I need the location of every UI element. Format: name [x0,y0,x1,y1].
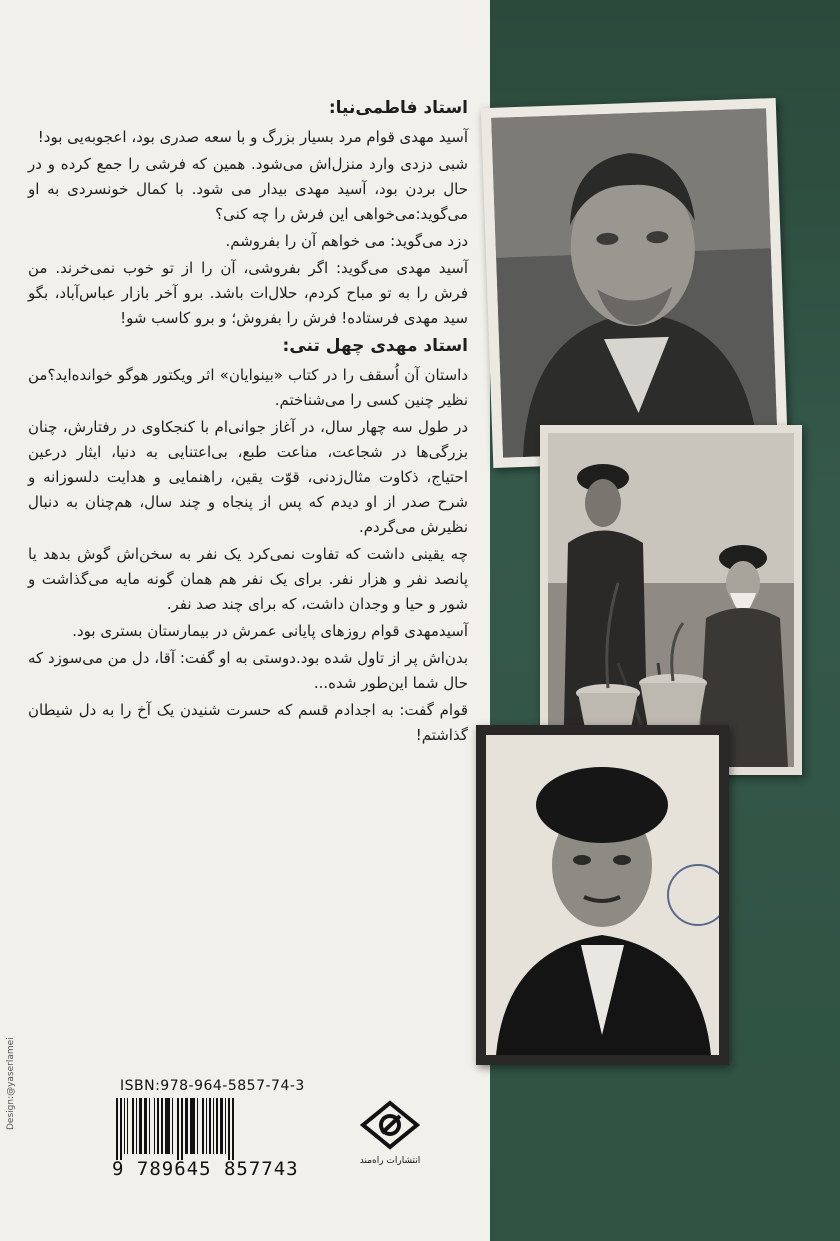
barcode-bar [228,1098,230,1160]
barcode-bar [213,1098,214,1154]
barcode-bar [120,1098,122,1160]
barcode-bar [216,1098,218,1154]
section1-paragraph: آسید مهدی قوام مرد بسیار بزرگ و با سعه صدری بود، اعجوبه‌یی بود! [37,128,468,146]
barcode-bar [136,1098,137,1154]
barcode-bar [132,1098,134,1154]
barcode-bar [192,1098,195,1154]
section2-paragraph: داستان آن اُسقف را در کتاب «بینوایان» اثر ویکتور هوگو خوانده‌اید؟من نظیر چنین کسی را می‌شناختم. [28,366,468,409]
barcode-bar [124,1098,125,1154]
barcode-number: 9 789645 857743 [112,1158,299,1180]
barcode-bar [197,1098,198,1154]
section2-paragraph: چه یقینی داشت که تفاوت نمی‌کرد یک نفر به سخن‌اش گوش بدهد یا پانصد نفر و هزار نفر. برای یک نفر هم همان گونه مایه می‌گذاشت و شور و حیا و وجدان داشت، که برای چند صد نفر. [28,545,468,613]
barcode-bar [157,1098,159,1154]
barcode-bar [127,1098,128,1154]
section3-paragraph: بدن‌اش پر از تاول شده بود.دوستی به او گفت: آقا، دل من می‌سوزد که حال شما این‌طور شده... [28,649,468,692]
barcode-bar [167,1098,170,1154]
design-credit: Design:@yaserlamei [6,1037,16,1130]
isbn-label: ISBN:978-964-5857-74-3 [120,1078,305,1094]
barcode-bar [146,1098,147,1154]
barcode-bar [139,1098,142,1154]
barcode [112,1098,342,1164]
barcode-bar [202,1098,204,1154]
text-column [28,95,468,750]
barcode-bar [185,1098,188,1154]
section2-heading: استاد مهدی چهل تنی: [282,336,468,356]
barcode-bar [161,1098,163,1154]
section1-paragraph: شبی دزدی وارد منزل‌اش می‌شود. همین که فرشی را جمع کرده و در حال بردن بود، آسید مهدی بیدار می شود. با کمال خونسردی به او می‌گوید:می‌خواهی این فرش را چه کنی؟ [28,155,468,223]
barcode-bar [209,1098,211,1154]
portrait-photo-young [476,725,729,1065]
section1-heading: استاد فاطمی‌نیا: [328,98,468,118]
barcode-bar [206,1098,207,1154]
barcode-bar [144,1098,146,1154]
section1-paragraph: آسید مهدی می‌گوید: اگر بفروشی، آن را از تو خوب نمی‌خرند. من فرش را به تو مباح کردم، حلال‌ات باشد. برو آخر بازار عباس‌آباد، بگو سید مهدی فرستاده! فرش را بفروش؛ و برو کاسب شو! [28,259,468,327]
barcode-bar [172,1098,173,1154]
section2-paragraph: در طول سه چهار سال، در آغاز جوانی‌ام با کنجکاوی در رفتارش، چنان بزرگی‌ها در شجاعت، مناعت طبع، بی‌اعتنایی به دنیا، ایثار درعین احتیاج، ذکاوت مثال‌زدنی، قوّت یقین، راهنمایی و هدایت دلسوزانه و شرح صدر از او دیدم که پس از پنجاه و چند سال، هم‌چنان به دنبال نظیرش می‌گردم. [28,418,468,536]
section1-paragraph: دزد می‌گوید: می خواهم آن را بفروشم. [225,232,468,250]
barcode-bar [116,1098,118,1160]
publisher-logo [350,1100,430,1166]
barcode-bar [154,1098,155,1154]
portrait-elder-image [491,108,778,457]
barcode-bar [177,1098,179,1160]
publisher-emblem-icon [360,1100,420,1150]
publisher-name: انتشارات راه‌مند [359,1156,421,1166]
barcode-bar [190,1098,192,1154]
group-photo-image [548,433,794,767]
portrait-photo-elder [481,98,788,468]
barcode-bars [112,1098,342,1160]
barcode-bar [222,1098,223,1154]
barcode-bar [181,1098,183,1160]
barcode-bar [165,1098,167,1154]
barcode-bar [232,1098,234,1160]
section3-paragraph: قوام گفت: به اجدادم قسم که حسرت شنیدن یک آخ را به دل شیطان گذاشتم! [28,701,468,744]
group-photo-clergy [540,425,802,775]
barcode-bar [220,1098,222,1154]
barcode-bar [225,1098,226,1154]
portrait-young-image [486,735,719,1055]
section3-paragraph: آسیدمهدی قوام روزهای پایانی عمرش در بیمارستان بستری بود. [72,622,468,640]
barcode-bar [149,1098,150,1154]
